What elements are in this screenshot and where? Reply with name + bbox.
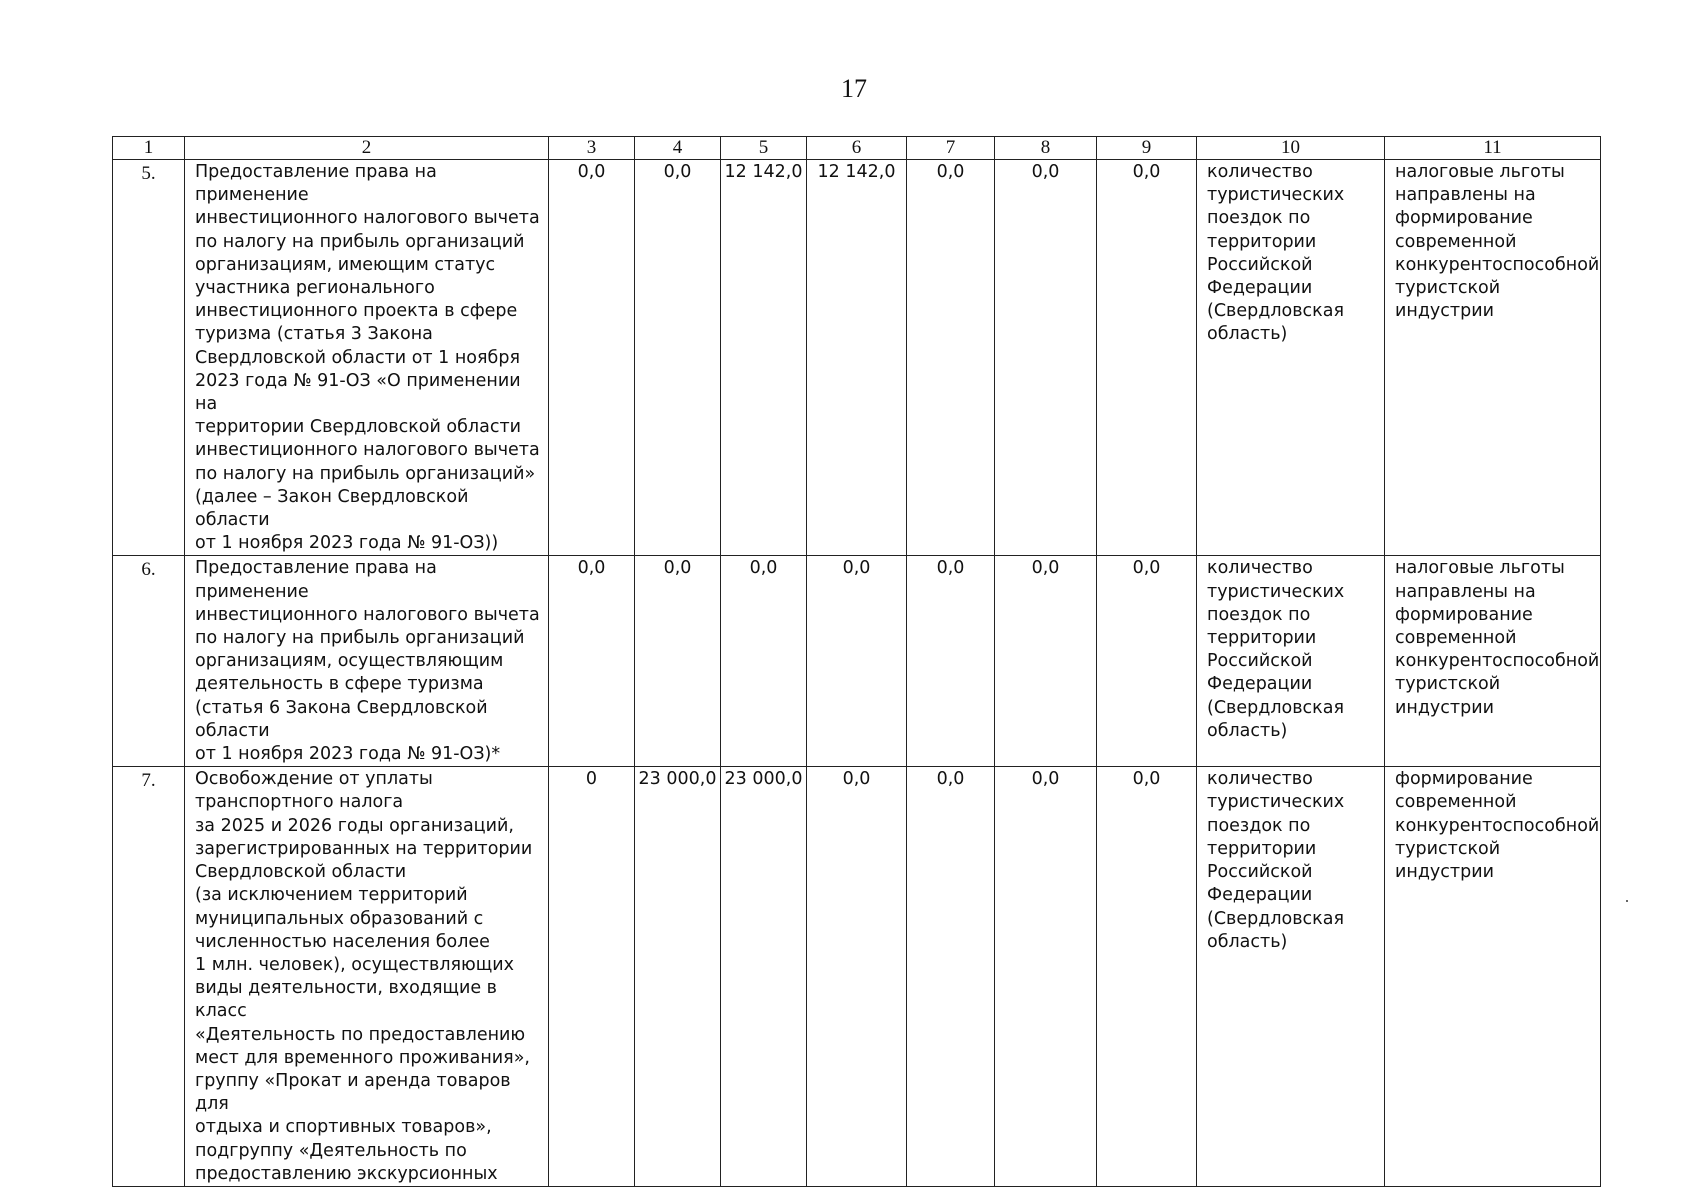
value-col-5: 12 142,0 [721,160,807,556]
column-header: 11 [1385,137,1601,160]
column-header: 3 [549,137,635,160]
value-col-9: 0,0 [1097,767,1197,1187]
benefit-description: Предоставление права на применение инвестиционного налогового вычета по налогу на прибыль организаций организациям, осуществляющим деятельность в сфере туризма (статья 6 Закона Свердловской области от 1 ноября 2023 года № 91-ОЗ)* [185,556,549,767]
table-row [113,767,1601,1187]
value-col-3: 0,0 [549,556,635,767]
column-header: 1 [113,137,185,160]
page-number: 17 [841,74,867,103]
value-col-7: 0,0 [907,556,995,767]
goal-text: формирование современной конкурентоспособной туристской индустрии [1385,767,1601,1187]
value-col-7: 0,0 [907,767,995,1187]
value-col-5: 0,0 [721,556,807,767]
goal-text: налоговые льготы направлены на формирование современной конкурентоспособной туристской индустрии [1385,556,1601,767]
row-number: 6. [113,556,185,767]
value-col-4: 0,0 [635,160,721,556]
indicator-text: количество туристических поездок по территории Российской Федерации (Свердловская область) [1197,556,1385,767]
column-header: 8 [995,137,1097,160]
value-col-6: 0,0 [807,767,907,1187]
benefit-description: Освобождение от уплаты транспортного налога за 2025 и 2026 годы организаций, зарегистрированных на территории Свердловской области (за исключением территорий муниципальных образований с численностью населения более 1 млн. человек), осуществляющих виды деятельности, входящие в класс «Деятельность по предоставлению мест для временного проживания», группу «Прокат и аренда товаров для отдыха и спортивных товаров», подгруппу «Деятельность по предоставлению экскурсионных [185,767,549,1187]
column-header: 7 [907,137,995,160]
benefit-description: Предоставление права на применение инвестиционного налогового вычета по налогу на прибыль организаций организациям, имеющим статус участника регионального инвестиционного проекта в сфере туризма (статья 3 Закона Свердловской области от 1 ноября 2023 года № 91-ОЗ «О применении на территории Свердловской области инвестиционного налогового вычета по налогу на прибыль организаций» (далее – Закон Свердловской области от 1 ноября 2023 года № 91-ОЗ)) [185,160,549,556]
value-col-8: 0,0 [995,556,1097,767]
column-header: 4 [635,137,721,160]
value-col-6: 0,0 [807,556,907,767]
value-col-4: 0,0 [635,556,721,767]
table-row [113,556,1601,767]
value-col-8: 0,0 [995,767,1097,1187]
value-col-7: 0,0 [907,160,995,556]
value-col-3: 0,0 [549,160,635,556]
column-header: 2 [185,137,549,160]
indicator-text: количество туристических поездок по территории Российской Федерации (Свердловская область) [1197,767,1385,1187]
column-header: 5 [721,137,807,160]
column-header: 6 [807,137,907,160]
column-header: 10 [1197,137,1385,160]
tax-benefits-table [112,136,1601,1187]
value-col-3: 0 [549,767,635,1187]
value-col-8: 0,0 [995,160,1097,556]
table-header-row [113,137,1601,160]
goal-text: налоговые льготы направлены на формирование современной конкурентоспособной туристской индустрии [1385,160,1601,556]
value-col-9: 0,0 [1097,160,1197,556]
value-col-9: 0,0 [1097,556,1197,767]
row-number: 7. [113,767,185,1187]
column-header: 9 [1097,137,1197,160]
indicator-text: количество туристических поездок по территории Российской Федерации (Свердловская область) [1197,160,1385,556]
scan-speck [1626,900,1628,902]
value-col-5: 23 000,0 [721,767,807,1187]
value-col-6: 12 142,0 [807,160,907,556]
value-col-4: 23 000,0 [635,767,721,1187]
row-number: 5. [113,160,185,556]
table-row [113,160,1601,556]
